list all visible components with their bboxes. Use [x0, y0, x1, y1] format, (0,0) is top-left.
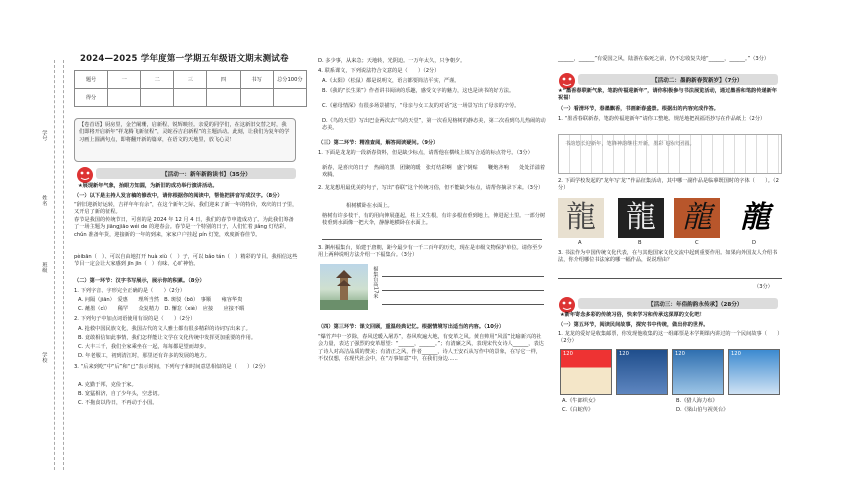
answer-line[interactable]	[558, 278, 782, 279]
writing-q3-score: （3分）	[754, 284, 773, 290]
task1-note: ★展现新年气象，抬眼方知圆，为新旧的成功举行演讲活动。	[78, 183, 218, 189]
col2-line-6: D.《鸟的天堂》写出巴金两次去“鸟的天堂”，第一次看见榕树的静态美，第二次看到鸟儿热闹的动态美。	[322, 118, 546, 132]
score-cell[interactable]	[240, 89, 273, 107]
col2-line-3: A.《太阳》（松鼠）都是说明文，语言都要简洁平实，严谨。	[322, 78, 460, 84]
score-header-cell: 四	[207, 71, 240, 89]
writing-q3: 3. 书法作为中国传统文化代表，在与其他国家文化交流中起到重要作用。如果向外国友人介绍书法，你介绍哪位书法家的哪一幅作品，说说理由？	[558, 250, 778, 264]
stamp-4	[728, 349, 780, 395]
calligraphy-sample-d[interactable]	[732, 198, 778, 238]
question-1: 1. 下列字音、字形完全正确的是（ ）（2分）	[74, 288, 186, 294]
score-header-cell: 三	[174, 71, 207, 89]
side-label-class: 班级	[41, 262, 48, 273]
column-2	[316, 40, 550, 480]
sub3-title: （三）第二环节：精准查阅，解答阅读疑问。（9分）	[318, 140, 439, 146]
q1-options-2: C. 蘸墨（cì） 稀罕 众复精力 D. 懈怠（xiè） 应接 应接不暇	[78, 306, 245, 312]
intro-box: 【卷首语】厨房里，金芒阑珊，启新程，锐辉映径。亲爱的同学们，在这新旧交替之时，我们即将开启新年“祥龙腾飞新征程”，灵蛇吞吉启新程”的主题活动。此刻，让我们为复年的学习画上圆满句点，即将翻开新的篇章，在语文的天地里，放飞心灵！	[74, 118, 296, 162]
score-cell[interactable]	[141, 89, 174, 107]
stamp-value: 120	[731, 351, 741, 357]
q1-options-1: A. 问隔（jiān） 爱惠 理所当然 B. 斑驳（bō） 事顺 雍容华贵	[78, 297, 243, 303]
para1-line-1: “辞旧迎新好运转，吉祥年年有余”，在这个新年之际，我们迎来了新一年的特价，欢庆的日子里，又开启了新的征程。	[74, 202, 298, 216]
score-cell[interactable]	[207, 89, 240, 107]
stamp-value: 120	[619, 351, 629, 357]
dragon-character-c: 龍	[682, 200, 712, 235]
calligraphy-sample-b[interactable]	[618, 198, 664, 238]
score-cell[interactable]	[174, 89, 207, 107]
score-cell[interactable]	[108, 89, 141, 107]
col3-line-1: ______，______”有爱国之风，陆游在临死之前，仍不忘收复失地“______，______。”（3分）	[558, 56, 770, 62]
sample-label-c: C	[695, 240, 699, 246]
dragon-character-b: 龍	[626, 200, 656, 235]
task3-note: ★新年寄念多彩的传统习俗，快来学习和传承这深厚的文化吧！	[560, 312, 705, 318]
column-1	[72, 40, 307, 480]
score-header-cell: 书写	[240, 71, 273, 89]
calligraphy-sample-a[interactable]	[558, 198, 604, 238]
question-3: 3. “后来到吃”中“后”和“已”表示时间，下列句子和时间意思相似的是（ ）（2分）	[74, 364, 269, 370]
binding-line	[54, 60, 56, 470]
score-header-cell: 二	[141, 71, 174, 89]
question-2: 2. 下列句子中加点词语使用有误的是（ ）（2分）	[74, 316, 196, 322]
dragon-character-d: 龍	[740, 200, 770, 235]
q2-option-d: D. 年老服工，初到清江时，那里还有许多的发展的地方。	[78, 353, 210, 359]
sub5-title: （一）看清环节，春墨飘香，书画新春盛景。根据出的内容完成作答。	[558, 106, 719, 112]
calligraphy-model: 书韵悠长迎新年，笔锋神韵继往开新，墨彩飞扬庆团圆。	[565, 141, 695, 147]
sample-label-d: D	[752, 240, 756, 246]
col2-line-1: D. 多少事，从来急；天地转，光阴迫。一万年太久，只争朝夕。	[318, 58, 466, 64]
sub6-title: （一）第五环节，阅读民间故事，探究书中传统，做出你的世界。	[558, 322, 709, 328]
reading-q2-line-2: 榕树有许多枝干，有的用向伸展蓬起，柱上又生根，有许多根直垂到地上，伸进泥土里。一部分树枝垂到水面像一把大伞，静静地横卧在水面上。	[322, 213, 546, 227]
sub2-title: （二）第一环节：汉字书写展示，展示你的积累。（8分）	[74, 278, 205, 284]
stamp-option-c: C.《白蛇传》	[562, 407, 594, 413]
task3-title: 【活动三：年俗韵韵永传承】（28分）	[648, 302, 743, 308]
side-label-id: 学号	[41, 130, 48, 141]
answer-line[interactable]	[322, 239, 542, 240]
col2-line-5: C.《慈母情深》有很多场景描写，“母亲与女工友的对话”这一场景写出了母亲的辛劳。	[322, 103, 520, 109]
score-header-cell: 题号	[75, 71, 108, 89]
sub4-title: （四）第三环节：课文回顾，重温经典记忆。根据情境写出适当的内容。（10分）	[318, 324, 505, 330]
sub1-title: （一）以下是主持人发言稿的修改中，请你根据你的阅读中，帮他把拼音写成汉字。（8分）	[74, 193, 283, 199]
calligraphy-grid[interactable]	[558, 134, 782, 174]
score-table	[74, 70, 307, 107]
side-label-name: 姓名	[41, 195, 48, 206]
column-3	[556, 40, 786, 480]
stamp-option-d: D.《梁山伯与祝英台》	[676, 407, 729, 413]
col2-line-4: B.《我的“长生果”》作者讲书阅读的乐趣，感受文字的魅力，这也是读书的好方法。	[322, 88, 515, 94]
stamp-3	[672, 349, 724, 395]
para1-line-2: 春节是我国的传统节日，可喜的是 2024 年 12 月 4 日，我们的春节申遗成功了。为此我们筹备了一场主题为 jiāngjiāo wéi de 的迎春会。春节是一个特别的日子，人们忙着 jiǎng 灯结彩，chǔn 准备年货，迎接新的一年的到来，家家户户挂起 pín 灯笼，欢度新春佳节。	[74, 217, 294, 238]
sample-label-b: B	[638, 240, 642, 246]
sample-label-a: A	[578, 240, 582, 246]
q2-option-a: A. 抢救中国民族文化，我国古代的文人雅士都有很多精彩的诗词写出来了。	[78, 326, 251, 332]
stamp-value: 120	[675, 351, 685, 357]
col2-line-2: 4. 联系课文，下列说法符合文意的是（ ）（2分）	[318, 68, 440, 74]
stamp-1	[560, 349, 612, 395]
dragon-character-a: 龍	[566, 200, 596, 235]
reading-q2-line-1: 相树横卧在水面上。	[346, 203, 393, 209]
stamp-option-a: A.《牛郎织女》	[562, 398, 599, 404]
stamp-option-b: B.《猎人海力布》	[676, 398, 718, 404]
stamp-question: 1. 龙龙的爱好是收集邮票，你发现他收集的这一组邮票是本学期课内讲过的一个民间故事（ ）（2分）	[558, 331, 780, 345]
pagoda-photo	[320, 264, 368, 310]
pagoda-caption: 福集台高17米	[372, 266, 379, 299]
score-row-label: 得分	[75, 89, 108, 107]
score-header-cell: 一	[108, 71, 141, 89]
answer-line[interactable]	[382, 290, 544, 291]
task2-title: 【活动二：墨韵新春贺新岁】（7分）	[652, 78, 743, 84]
side-label-school: 学校	[41, 352, 48, 363]
answer-line[interactable]	[382, 276, 544, 277]
task1-title: 【活动一：新年新韵读书】（35分）	[162, 172, 251, 178]
reading-q1: 1. 下面是龙龙的一段新春资料，但是缺少标点，请帮他在横线上填写合适的标点符号。（3分）	[318, 150, 533, 156]
calligraphy-sample-c[interactable]	[674, 198, 720, 238]
reading-q2: 2. 龙龙想用最优美的句子，写出“春联”这个传统习俗，但不能缺少标点，请帮你摘录下来。（3分）	[318, 185, 544, 191]
sub4-text: “爆竹声中一岁除，春风送暖入屠苏”，春风吹遍大地，有变革之风。黄自帅用“风雷”比喻新兴的社会力量，表达了强烈的变革愿望：“______，______。”；有清廉之风，表现宋代女诗人______，表达了诗人对高洁品质的赞美；有清正之风，作者______，诗人王安石从写作中的景象，在写它一样，不仅仅想，在现代社会中，在“万事如意”中，在我们身边......	[318, 334, 544, 363]
stamp-value: 120	[563, 351, 573, 357]
exam-title: 2024—2025 学年度第一学期五年级语文期末测试卷	[80, 54, 289, 64]
q2-option-c: C. 大丰三千，我们全家乘坐在一起，每每都是望而却步。	[78, 344, 210, 350]
binding-strip	[0, 0, 70, 485]
reading-q3: 3. 渊州福集台，始建于唐朝，距今最少有一千二百年的历史，现在是市级文物保护单位。请你至少用上两种说明方法介绍一下福集台。（3分）	[318, 245, 543, 259]
q3-option-b: B. 宽猛相济，自了少年头，空悲切。	[78, 391, 163, 397]
stamp-2	[616, 349, 668, 395]
cut-line	[63, 60, 65, 470]
answer-line[interactable]	[382, 304, 544, 305]
q2-option-b: B. 竟敢相信如此事情，我们怎样能让文学在文化传统中发挥更加重要的作用。	[78, 335, 257, 341]
writing-q1: 1. “墨香春联新春，笔韵传福迎新年”请你工整地、规范地把祝福语抄写在作品纸上（2分）	[558, 116, 766, 122]
q3-option-a: A. 克勤于邦，克俭于家。	[78, 382, 137, 388]
score-cell[interactable]	[273, 89, 306, 107]
para1-line-3: pèibān（ ）、可以自由地打开 huà xiù（ ）子，可以 bǎo tán（ ）精彩的节目。我相信这些节目一定会让大家感到 jīn jīn（ ）有味、心旷神怡。	[74, 254, 298, 268]
score-header-cell: 总分100分	[273, 71, 306, 89]
reading-q1-line: 新春，是喜庆的日子 热闹的黑 团聚的暖 张灯结彩啊 盛宁倒贴 鞭炮齐响 处处洋溢着欢腾。	[322, 165, 546, 179]
writing-q2: 2. 下面学校发起的“龙年写‘龙’”作品征集活动，其中哪一副作品是临摹既国时的字体（ ）。（2分）	[558, 178, 779, 192]
task2-note: ★“墨香春联新气象，笔韵传福迎新年”，请你积极参与书法展览活动，通过墨香和笔韵传递新年祝福！	[558, 88, 777, 102]
q3-option-c: C. 不拖食以待日，不再动于小国。	[78, 400, 158, 406]
